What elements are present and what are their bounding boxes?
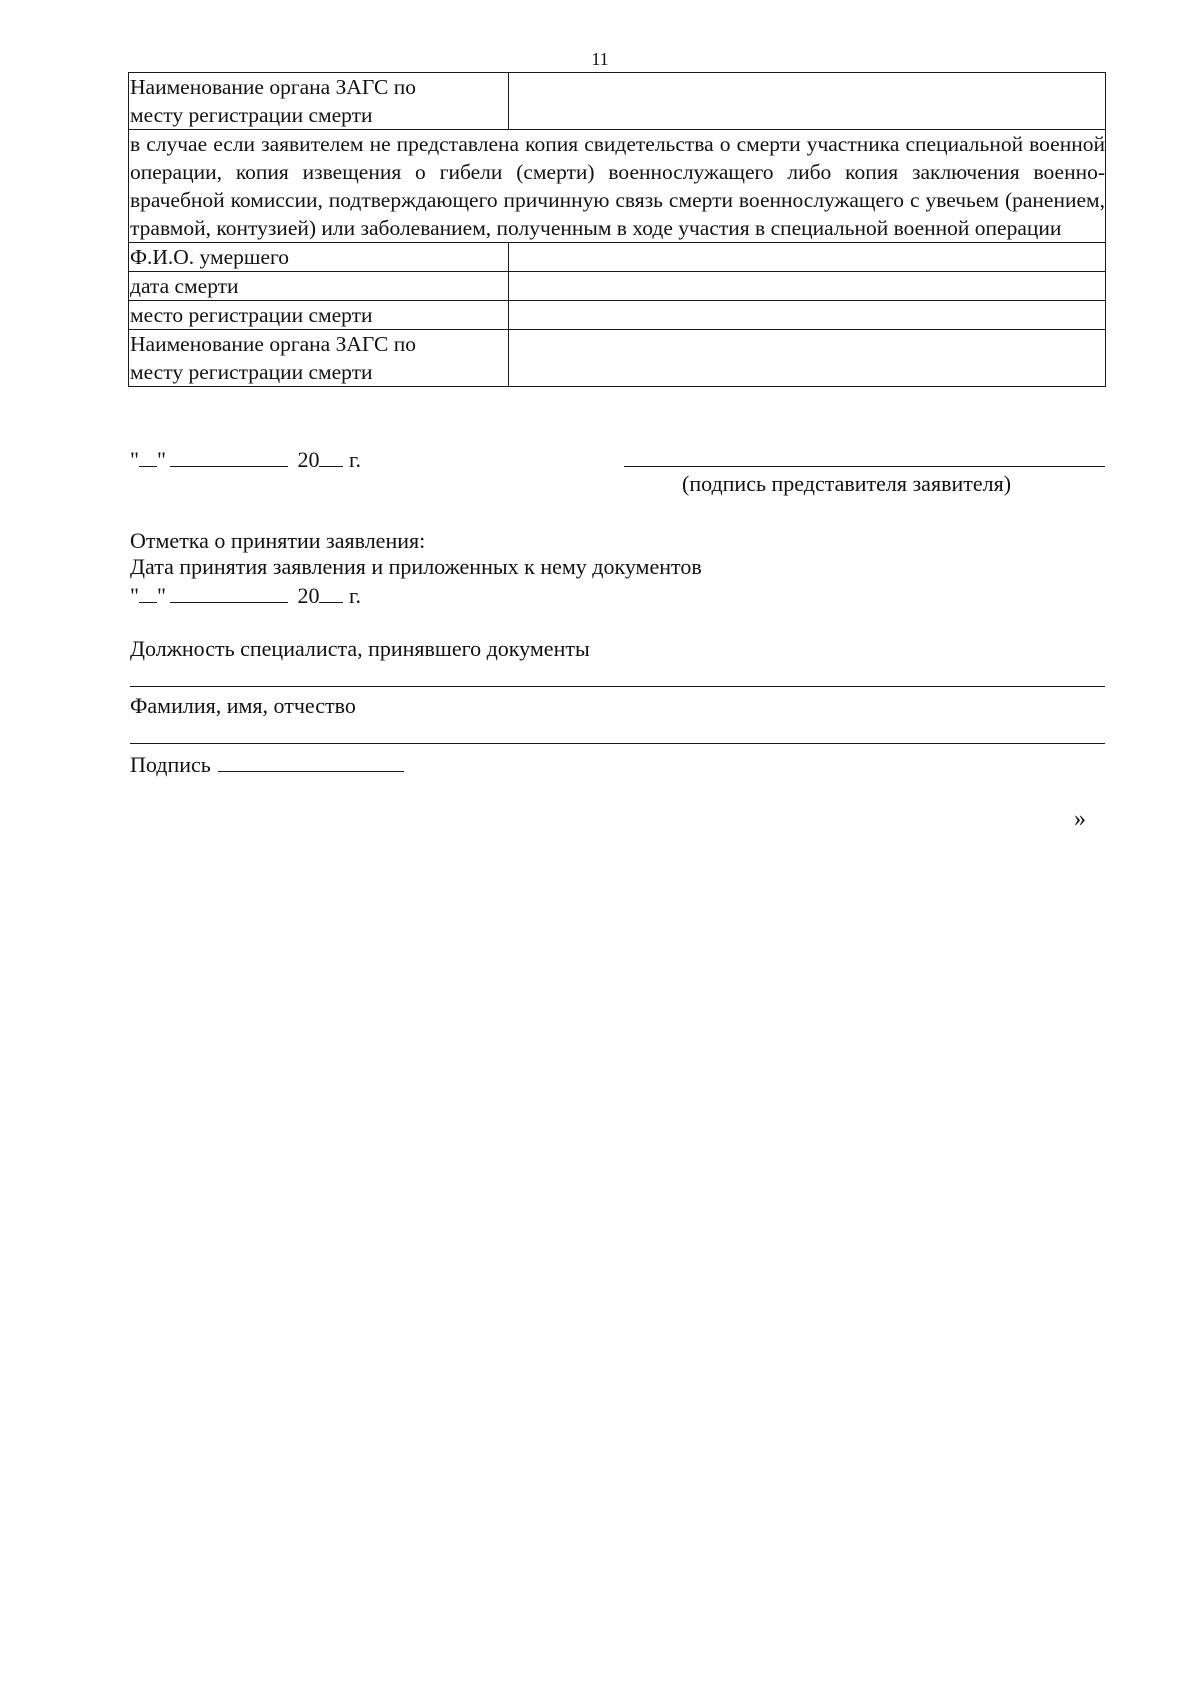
full-name-line[interactable]	[130, 743, 1105, 744]
table-row	[129, 130, 1106, 243]
date-quote-close: "	[156, 583, 166, 608]
death-registration-place-label: место регистрации смерти	[129, 301, 509, 330]
day-blank[interactable]	[139, 444, 157, 467]
position-line[interactable]	[130, 686, 1105, 687]
full-name-label: Фамилия, имя, отчество	[130, 693, 356, 718]
registry-office-label	[129, 73, 509, 130]
signature-row	[130, 749, 404, 779]
year-prefix: 20	[297, 583, 320, 608]
signature-blank[interactable]	[218, 749, 404, 772]
death-date-label: дата смерти	[129, 272, 509, 301]
representative-signature-line[interactable]	[624, 466, 1105, 467]
death-date-value[interactable]	[509, 272, 1106, 301]
death-registration-table	[128, 72, 1106, 387]
death-registration-place-value[interactable]	[509, 301, 1106, 330]
table-row	[129, 73, 1106, 130]
year-blank[interactable]	[319, 580, 343, 603]
year-blank[interactable]	[319, 444, 343, 467]
year-suffix: г.	[348, 447, 362, 472]
signature-label: Подпись	[130, 752, 211, 777]
date-quote-close: "	[156, 447, 166, 472]
registry-office-label-line1: Наименование органа ЗАГС по	[130, 75, 417, 99]
month-blank[interactable]	[170, 444, 288, 467]
registry-office-label-second	[129, 330, 509, 387]
registry-office-value-second[interactable]	[509, 330, 1106, 387]
table-row	[129, 243, 1106, 272]
date-quote-open: "	[130, 583, 139, 608]
condition-text: в случае если заявителем не представлена копия свидетельства о смерти участника специальной военной операции, копия извещения о гибели (смерти) военнослужащего либо копия заключения военно-врачебной комиссии, подтверждающего причинную связь смерти военнослужащего с увечьем (ранением, травмой, контузией) или заболеванием, полученным в ходе участия в специальной военной операции	[129, 130, 1106, 243]
registry-office-label-second-line1: Наименование органа ЗАГС по	[130, 332, 417, 356]
position-label: Должность специалиста, принявшего документы	[130, 636, 590, 661]
page-number: 11	[591, 49, 609, 69]
table-row	[129, 272, 1106, 301]
registry-office-label-second-line2: месту регистрации смерти	[130, 360, 373, 384]
date-quote-open: "	[130, 447, 139, 472]
closing-quote-mark: »	[1074, 806, 1086, 832]
year-prefix: 20	[297, 447, 320, 472]
table-row	[129, 330, 1106, 387]
year-suffix: г.	[348, 583, 362, 608]
day-blank[interactable]	[139, 580, 157, 603]
signature-date	[130, 444, 361, 474]
table-row	[129, 301, 1106, 330]
acceptance-title: Отметка о принятии заявления:	[130, 528, 426, 553]
month-blank[interactable]	[170, 580, 288, 603]
acceptance-date-label: Дата принятия заявления и приложенных к нему документов	[130, 554, 702, 579]
registry-office-label-line2: месту регистрации смерти	[130, 103, 373, 127]
registry-office-value[interactable]	[509, 73, 1106, 130]
acceptance-date	[130, 580, 361, 610]
deceased-name-label: Ф.И.О. умершего	[129, 243, 509, 272]
representative-signature-caption: (подпись представителя заявителя)	[682, 471, 1012, 496]
deceased-name-value[interactable]	[509, 243, 1106, 272]
